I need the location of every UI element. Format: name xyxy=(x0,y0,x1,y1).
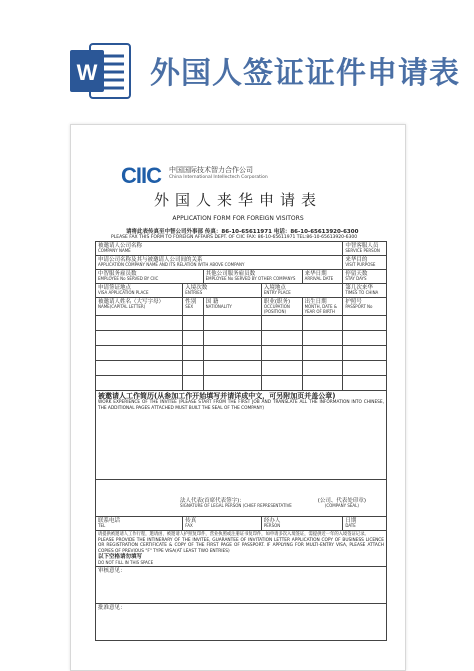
company-name-field[interactable]: 被邀请人公司名称 COMPANY NAME xyxy=(96,242,343,256)
review-opinion-field[interactable]: 审核意见： xyxy=(96,567,387,604)
invitee-occupation-input[interactable] xyxy=(261,361,302,376)
invitee-name-input[interactable] xyxy=(96,361,183,376)
invitee-nationality-input[interactable] xyxy=(203,316,261,331)
invitee-name-input[interactable] xyxy=(96,376,183,391)
table-row xyxy=(96,269,387,283)
invitee-name-input[interactable] xyxy=(96,331,183,346)
table-row xyxy=(96,604,387,641)
other-employee-count-field[interactable]: 其他公司服务雇员数 EMPLOYEE No SERVED BY OTHER COMPANYS xyxy=(203,269,302,283)
invitee-sex-input[interactable] xyxy=(183,361,203,376)
table-row xyxy=(96,480,387,517)
invitee-passport-input[interactable] xyxy=(343,361,387,376)
invitee-birth-input[interactable] xyxy=(302,331,343,346)
ciic-employee-count-field[interactable]: 中智服务雇员数 EMPLOYEE No SERVED BY CIIC xyxy=(96,269,204,283)
attachment-note: 请提供被邀请人工作行程，邀请函、被邀请人护照复印件，营业执照或注册证书复印件，如申请多次入境签证，需提供近一年的入境签证记录。 PLEASE PROVIDE THE INTINERARY OF THE INVITEE, GUARANTEE OF INVITATION LETTER APPLICATION COPY OF BUSINESS LICENCE OR REGISTRATION CERTIFICATE & COPY OF THE FIRST PAGE OF PASSPORT. IF APPLYING FOR MULTI-ENTRY VISA, PLEASE ATTACH COPIES OF PREVIOUS "F" TYPE VISA(AT LEAST TWO ENTRIES) 以下空格请勿填写 DO NOT FILL IN THIS SPACE xyxy=(96,531,387,567)
table-row xyxy=(96,346,387,361)
invitee-name-input[interactable] xyxy=(96,316,183,331)
col-header-occupation: 职业(职务) OCCUPATION (POSITION) xyxy=(261,297,302,316)
office-only-label: 以下空格请勿填写 xyxy=(98,554,143,561)
document-title: 外国人来华申请表 xyxy=(153,191,322,209)
invitee-nationality-input[interactable] xyxy=(203,361,261,376)
table-row xyxy=(96,391,387,480)
invitee-passport-input[interactable] xyxy=(343,346,387,361)
invitee-passport-input[interactable] xyxy=(343,316,387,331)
signature-section[interactable] xyxy=(96,480,387,517)
invitee-sex-input[interactable] xyxy=(183,376,203,391)
work-experience-instruction: WORK EXPERIENCE OF THE INVITEE (PLEASE START FROM THE FIRST JOB AND TRANSLATE ALL THE INFORMATION INTO CHINESE, THE ADDITIONAL PAGES ATTACHED MUST BUILT THE SEAL OF THE COMPANY) xyxy=(98,400,384,411)
stay-days-field[interactable]: 停留天数 STAY DAYS xyxy=(343,269,387,283)
invitee-sex-input[interactable] xyxy=(183,346,203,361)
fax-instruction-en: PLEASE FAX THIS FORM TO FOREIGN AFFAIRS DEPT. OF CIIC FAX: 86-10-65611971 TEL:86-10-65613920-6300 xyxy=(111,235,358,240)
col-header-birth-date: 出生日期 MONTH, DATE & YEAR OF BIRTH xyxy=(302,297,343,316)
col-header-nationality: 国 籍 NATIONALITY xyxy=(203,297,261,316)
table-row xyxy=(96,531,387,567)
work-experience-title: 被邀请人工作简历(从参加工作开始填写并请详成中文，可另附加页并盖公章) xyxy=(98,392,336,401)
table-row xyxy=(96,242,387,256)
handler-field[interactable]: 经办人 PERSON xyxy=(261,517,342,531)
invitee-passport-input[interactable] xyxy=(343,376,387,391)
entries-field[interactable]: 入境次数 ENTRIES xyxy=(183,283,262,297)
invitee-occupation-input[interactable] xyxy=(261,316,302,331)
invitee-occupation-input[interactable] xyxy=(261,376,302,391)
document-subtitle: APPLICATION FORM FOR FOREIGN VISITORS xyxy=(172,215,304,222)
table-row xyxy=(96,255,387,269)
invitee-birth-input[interactable] xyxy=(302,376,343,391)
logo-name-en: China International Intellectech Corporation xyxy=(169,175,268,180)
arrival-date-field[interactable]: 来华日期 ARRIVAL DATE xyxy=(302,269,343,283)
service-person-field[interactable]: 中智客服人员 SERVICE PERSON xyxy=(343,242,387,256)
col-header-passport: 护照号 PASSPORT No xyxy=(343,297,387,316)
table-row xyxy=(96,567,387,604)
table-row xyxy=(96,361,387,376)
logo-name-cn: 中国国际技术智力合作公司 xyxy=(169,166,253,174)
col-header-name: 被邀请人姓名（大写字母） NAME(CAPITAL LETTER) xyxy=(96,297,183,316)
company-seal-label: (公司、代表处印章) (COMPANY SEAL) xyxy=(317,498,366,509)
logo-mark: CIIC xyxy=(121,163,161,188)
invitee-occupation-input[interactable] xyxy=(261,346,302,361)
office-only-label-en: DO NOT FILL IN THIS SPACE xyxy=(98,559,154,565)
legal-signature-label: 法人代表(首席代表签字)： SIGNATURE OF LEGAL PERSON (CHIEF REPRESENTATIVE xyxy=(180,498,292,509)
invitee-nationality-input[interactable] xyxy=(203,376,261,391)
col-header-sex: 性别 SEX xyxy=(183,297,203,316)
document-banner xyxy=(0,0,474,120)
svg-text:W: W xyxy=(76,60,98,85)
visa-place-field[interactable]: 申请签证地点 VISA APPLICATION PLACE xyxy=(96,283,183,297)
work-experience-section[interactable] xyxy=(96,391,387,480)
word-icon xyxy=(68,40,132,102)
invitee-sex-input[interactable] xyxy=(183,331,203,346)
entry-place-field[interactable]: 入境地点 ENTRY PLACE xyxy=(261,283,342,297)
invitee-sex-input[interactable] xyxy=(183,316,203,331)
invitee-birth-input[interactable] xyxy=(302,346,343,361)
fax-instruction: 请将此表传真至中智公司外事部 传真：86-10-65611971 电话：86-10-65613920-6300 xyxy=(126,229,359,235)
table-row xyxy=(96,517,387,531)
table-header-row xyxy=(96,297,387,316)
fax-field[interactable]: 传真 FAX xyxy=(183,517,262,531)
invitee-nationality-input[interactable] xyxy=(203,331,261,346)
invitee-name-input[interactable] xyxy=(96,346,183,361)
invitee-birth-input[interactable] xyxy=(302,361,343,376)
invitee-nationality-input[interactable] xyxy=(203,346,261,361)
relation-field[interactable]: 申请公司名称及其与被邀请人公司间的关系 APPLICATION COMPANY NAME AND ITS RELATION WITH ABOVE COMPANY xyxy=(96,255,343,269)
table-row xyxy=(96,316,387,331)
times-to-china-field[interactable]: 第几次来华 TIMES TO CHINA xyxy=(343,283,387,297)
approval-opinion-field[interactable]: 批准意见： xyxy=(96,604,387,641)
banner-title: 外国人签证证件申请表 xyxy=(150,56,460,91)
table-row xyxy=(96,331,387,346)
date-field[interactable]: 日期 DATE xyxy=(343,517,387,531)
invitee-occupation-input[interactable] xyxy=(261,331,302,346)
invitee-passport-input[interactable] xyxy=(343,331,387,346)
invitee-birth-input[interactable] xyxy=(302,316,343,331)
form-page xyxy=(70,124,406,671)
table-row xyxy=(96,283,387,297)
tel-field[interactable]: 联系电话 TEL xyxy=(96,517,183,531)
application-form-table xyxy=(95,241,387,641)
visit-purpose-field[interactable]: 来华目的 VISIT PURPOSE xyxy=(343,255,387,269)
table-row xyxy=(96,376,387,391)
